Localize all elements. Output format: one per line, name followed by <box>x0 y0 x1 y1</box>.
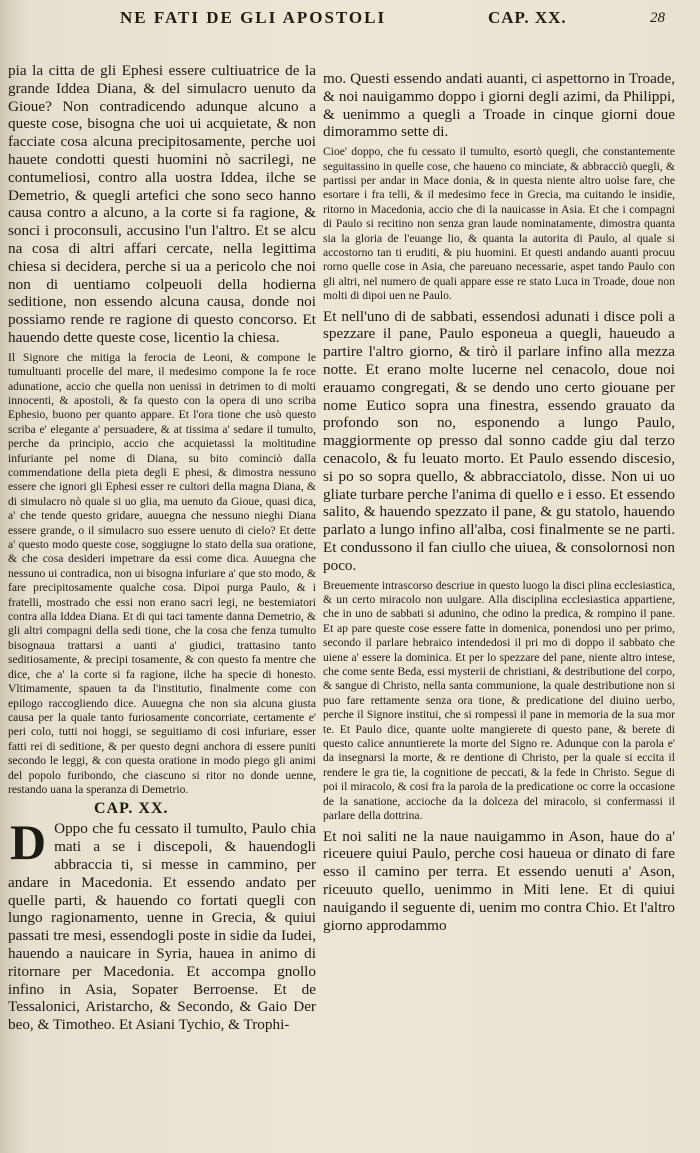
commentary-paragraph: Cioe' doppo, che fu cessato il tumulto, esortò quegli, che constantemente seguitassino in quelle cose, che haueno co minciate, & abbracciò quegli, & partissi per andar in Mace donia, & in questa niente altro uolse fare, che esortare i fra telli, & il medesimo fece in Grecia, ma cuitando le insidie, ritorno in Macedonia, accio che di la nauicasse in Asia. Et che i compagni di Paulo si recitino non senza gran laude nominatamente, dimostra quanta sia la gloria de l'euange lio, & quanta la autorita di Paulo, al quale si accostorno tan ti eruditi, & piu huomini. Et questi andando auanti procuu rorno quelle cose in Asia, che pareuano necessarie, aspet tando Paulo con gli altri, nel numero de quali appare esse re stato Luca in Troade, doue non molti di dipoi uen ne Paulo. <box>323 145 675 303</box>
commentary-paragraph: Breuemente intrascorso descriue in questo luogo la disci plina ecclesiastica, & un certo miracolo non uulgare. Alla disciplina ecclesiastica appartiene, che in uno de sabbati si adunino, che odino la predica, & rompino il pane. Et ap pare queste cose essere fatte in domenica, ponendosi uno per primo, secondo il parlare hebraico intendedosi il pri mo di doppo il sabbato che uiene a' essere la dominica. Et per lo spezzare del pane, niente altro intese, che come sente Beda, essi mysterii de christiani, & destributione del corpo, & sangue di Christo, nella santa communione, la quale destributione non si puo fare rettamente senza ora tione, & predicatione del diuino uerbo, perche il Signore institui, che si rompessi il pane in memoria de la sua mor te. Et Paulo dice, quante uolte mangierete di questo pane, & berete di questo calice annuntierete la morte del Signo re. Adunque con la parola e' da insegnarsi la morte, & re dentione di Christo, per la quale si eccita il rendere le gra tie, la cognitione de peccati, & la fede in Christo. Segue di poi il miracolo, & cosi fra la parola de la predicatione oc corre la occasione de la sanatione, accioche da la dolceza del miracolo, si confermassi il parlare della dottrina. <box>323 578 675 823</box>
page-number: 28 <box>650 10 665 26</box>
running-head <box>0 6 700 32</box>
scripture-paragraph <box>8 814 316 1034</box>
scripture-paragraph: Et noi saliti ne la naue nauigammo in Ason, haue do a' riceuere quiui Paulo, perche cosi haueua or dinato di fare esso il camino per terra. Et essendo uenuti a' Ason, riceuuto quello, uenimmo in Miti lene. Et di quiui nauigando il seguente di, uenim mo contra Chio. Et l'altro giorno approdammo <box>323 827 675 934</box>
left-column <box>8 62 316 1034</box>
commentary-paragraph: Il Signore che mitiga la ferocia de Leoni, & compone le tumultuanti procelle del mare, il medesimo compone la fe roce adunatione, accio che quella non uenissi in detrimen to di molti innocenti, & apostoli, & fa questo con la opera di uno scriba Ephesio, buono per quanto appare. Et l'ora tione che usò questo scriba e' elegante a' persuadere, & at tissima a' sedare il tumulto, perche da principio, accio che acquietassi la moltitudine infuriante pel nome di Diana, su bito cominciò dalla commendatione della pieta degli E phesi, & dimostra nessuno essere che ignori gli Ephesi esser re cultori della magna Diana, & di simulacro nò quale si uo glia, ma uenuto da Gioue, quasi dica, a' che tende questo gridare, auuegna che nessuno nieghi Diana essere grande, o il simulacro suo essere uenuto di cielo? Et dette a' questo modo queste cose, soggiugne lo stato della sua oratione, & che cosa desideri impetrare da essi come dica. Auuegna che nessuno ui contradica, non ui bisogna infuriare a' que sto modo, & fare precipitosamente qualche cosa. Dipoi purga Paulo, & i fratelli, mostrado che essi non erano sacri legi, ne bestemiatori contra alla Iddea Diana. Et di qui taci tamente danna Demetrio, & gli altri compagni della sedi tione, che la cosa che fenza tumulto bisognaua trattarsi a uanti a' giudici, trattasino tanto seditiosamente, & precipi tosamente, & con questo fa mentre che dice, che a' la corte si fa ragione, ilche ha specie di honesto. Vltimamente, spauen ta da l'institutio, finalmente come con epilogo raccogliendo dice. Auuegna che non sia alcuna giusta causa per la quale tanto furiosamente concorriate, certamente e' peri colo, tutti noi hoggi, se seguitiamo di cosi infuriare, esser fatti rei di seditione, & per questo degni anchora di essere puniti secondo le leggi, & con questa oratione in modo piego gli animi del popolo furibondo, che ciascuno si ritor no donde uenne, restando uana la speranza di Demetrio. <box>8 350 316 796</box>
chapter-heading: CAP. XX. <box>94 800 169 818</box>
running-title: NE FATI DE GLI APOSTOLI <box>120 8 387 27</box>
scripture-paragraph: mo. Questi essendo andati auanti, ci aspettorno in Troade, & noi nauigammo doppo i giorni degli azimi, da Philippi, & uenimmo a quegli a Troade in cinque giorni doue dimorammo sette di. <box>323 70 675 141</box>
scripture-paragraph: Et nell'uno di de sabbati, essendosi adunati i disce poli a spezzare il pane, Paulo esponeua a quegli, haueudo a partire l'altro giorno, & tirò il parlare infino alla mezza notte. Et erano molte lucerne nel cenacolo, doue noi erauamo congregati, & se dendo uno certo giouane per nome Eutico sopra una finestra, essendo grauato da profondo son no, esponendo a lungo Paulo, maggiormente op presso dal sonno cadde giu dal terzo cenacolo, & fu leuato morto. Et Paulo essendo discesio, si po so sopra quello, & abbracciatolo, disse. Non ui uo gliate turbare perche l'anima di quello e i esso. Et essendo salito, & hauendo spezzato il pane, & gu statolo, hauendo parlato a lungo infino all'alba, cosi finalmente se ne parti. Et condussono il fan ciullo che uiuea, & consolornosi non poco. <box>323 307 675 574</box>
scripture-paragraph: pia la citta de gli Ephesi essere cultiuatrice de la grande Iddea Diana, & del simulacro uenuto da Gioue? Non contradicendo adunque alcuno a queste cose, bisogna che uoi ui acquietate, & non facciate cosa alcuna precipitosamente, perche uoi hauete condotti questi huomini nò sacrilegi, ne contumeliosi, contro alla uostra Iddea, ilche se Demetrio, & quegli artefici che sono seco hanno causa contro a alcuno, a la corte si fa ragione, & sonci i proconsuli, accusino l'un l'altro. Et se alcu na cosa di altri affari cercate, nella legittima chiesa si decidera, perche si ua a pericolo che noi non di uentiamo colpeuoli della hodierna seditione, non essendo alcuna causa, donde noi possiamo rende re ragione di questo concorso. Et hauendo dette queste cose, licentio la chiesa. <box>8 62 316 346</box>
running-chapter: CAP. XX. <box>488 8 567 27</box>
scripture-text: Oppo che fu cessato il tumulto, Paulo chia mati a se i discepoli, & hauendogli abbraccia ti, si messe in cammino, per andare in Macedonia. Et essendo andato per quelle parti, & hauendo co fortati quegli con lungo ragionamento, uenne in Grecia, & quiui passati tre mesi, essendogli poste in sidie da Iudei, hauendo a nauicare in Syria, hauea in animo di ritornare per Macedonia. Et accompa gnollo infino in Asia, Sopater Berroense. Et de Tessalonici, Aristarcho, & Secondo, & Gaio Der beo, & Timotheo. Et Asiani Tychio, & Trophi- <box>8 820 316 1034</box>
drop-cap: D <box>10 814 47 871</box>
right-column <box>323 70 675 934</box>
